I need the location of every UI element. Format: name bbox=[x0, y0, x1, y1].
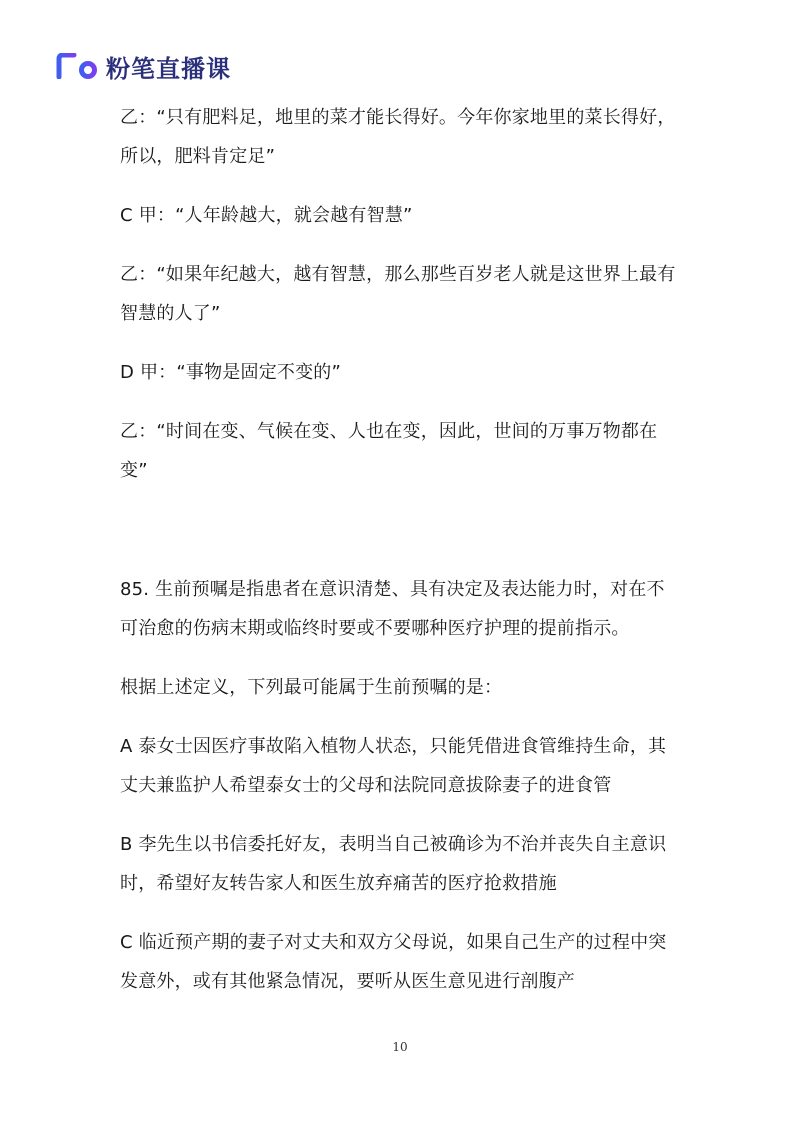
question-85-stem: 85. 生前预嘱是指患者在意识清楚、具有决定及表达能力时，对在不可治愈的伤病末期或临终时要或不要哪种医疗护理的提前指示。 bbox=[120, 579, 665, 639]
document-body bbox=[120, 98, 680, 1001]
option-c-statement: C 甲：“人年龄越大，就会越有智慧” bbox=[120, 205, 413, 226]
brand-logo-icon bbox=[56, 53, 100, 79]
option-c-reply: 乙：“如果年纪越大，越有智慧，那么那些百岁老人就是这世界上最有智慧的人了” bbox=[120, 264, 676, 324]
brand-name: 粉笔直播课 bbox=[106, 54, 231, 83]
option-d-statement: D 甲：“事物是固定不变的” bbox=[120, 362, 342, 383]
option-d-reply: 乙：“时间在变、气候在变、人也在变，因此，世间的万事万物都在变” bbox=[120, 421, 658, 481]
question-85-prompt: 根据上述定义，下列最可能属于生前预嘱的是： bbox=[120, 677, 503, 698]
question-85-option-a: A 泰女士因医疗事故陷入植物人状态，只能凭借进食管维持生命，其丈夫兼监护人希望泰女士的父母和法院同意拔除妻子的进食管 bbox=[120, 736, 667, 796]
question-85-option-c: C 临近预产期的妻子对丈夫和双方父母说，如果自己生产的过程中突发意外，或有其他紧急情况，要听从医生意见进行剖腹产 bbox=[120, 932, 667, 992]
page-number: 10 bbox=[392, 1040, 408, 1054]
option-b-reply: 乙：“只有肥料足，地里的菜才能长得好。今年你家地里的菜长得好，所以，肥料肯定足” bbox=[120, 107, 676, 167]
question-85-option-b: B 李先生以书信委托好友，表明当自己被确诊为不治并丧失自主意识时，希望好友转告家人和医生放弃痛苦的医疗抢救措施 bbox=[120, 834, 667, 894]
header bbox=[56, 50, 231, 82]
